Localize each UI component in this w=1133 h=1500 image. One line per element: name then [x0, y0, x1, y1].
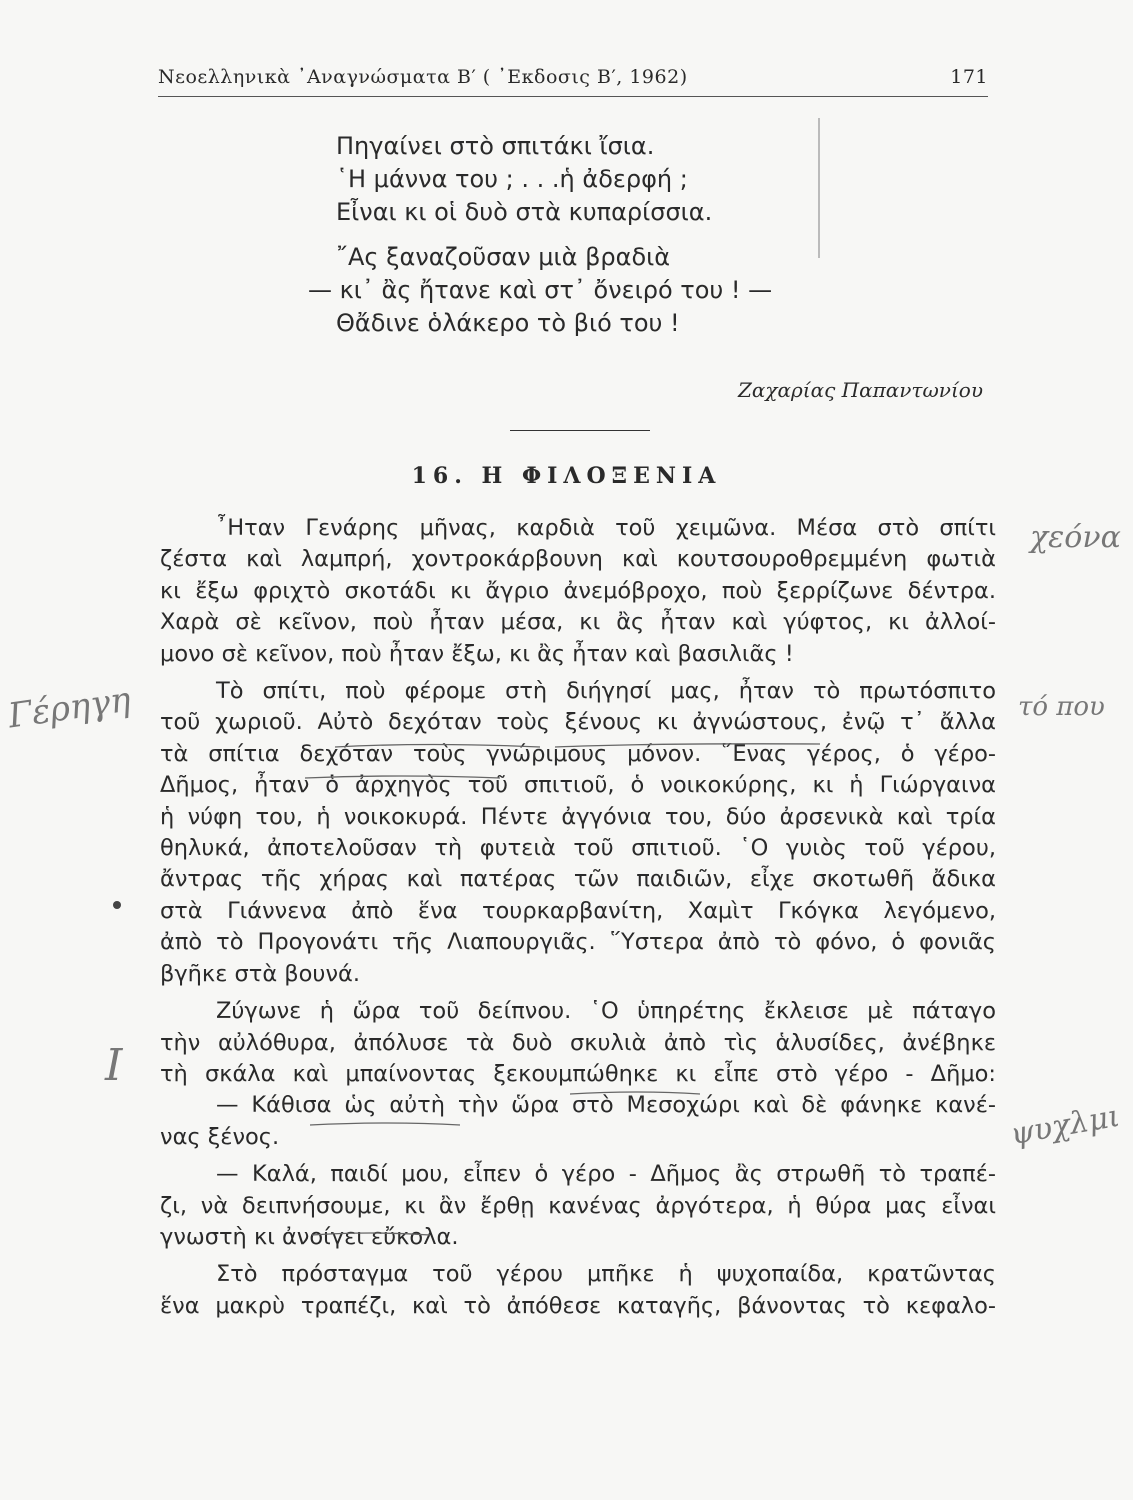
text-line: ἡ νύφη του, ἡ νοικοκυρά. Πέντε ἀγγόνια του, δύο ἀρσενικὰ καὶ τρία	[160, 803, 996, 830]
handwritten-note-right: χεόνα	[1030, 520, 1121, 555]
text-line: ῏Ηταν Γενάρης μῆνας, καρδιὰ τοῦ χειμῶνα. Μέσα στὸ σπίτι	[216, 515, 996, 541]
text-line: βγῆκε στὰ βουνά.	[160, 960, 360, 987]
poem-line: Θἄδινε ὁλάκερο τὸ βιό του !	[336, 309, 680, 337]
underline-mark	[312, 1233, 430, 1235]
text-line: κι ἔξω φριχτὸ σκοτάδι κι ἄγριο ἀνεμόβροχο, ποὺ ξερρίζωνε δέντρα.	[160, 577, 996, 604]
underline-mark	[310, 1123, 460, 1125]
text-line: ἀπὸ τὸ Προγονάτι τῆς Λιαπουργιᾶς. ῞Υστερα ἀπὸ τὸ φόνο, ὁ φονιᾶς	[160, 929, 996, 956]
text-line: Τὸ σπίτι, ποὺ φέρομε στὴ διήγησί μας, ἦταν τὸ πρωτόσπιτο	[216, 678, 996, 705]
text-line: ζι, νὰ δειπνήσουμε, κι ἂν ἔρθῃ κανένας ἀργότερα, ἡ θύρα μας εἶναι	[160, 1192, 996, 1219]
text-line: — Καλά, παιδί μου, εἶπεν ὁ γέρο - Δῆμος ἂς στρωθῆ τὸ τραπέ-	[216, 1161, 996, 1188]
text-line: γνωστὴ κι ἀνοίγει εὔκολα.	[160, 1223, 459, 1250]
text-line: ζέστα καὶ λαμπρή, χοντροκάρβουνη καὶ κουτσουροθρεμμένη φωτιὰ	[160, 546, 996, 573]
text-line: Στὸ πρόσταγμα τοῦ γέρου μπῆκε ἡ ψυχοπαίδα, κρατῶντας	[216, 1261, 996, 1288]
running-title: Νεοελληνικὰ ᾿Αναγνώσματα Β′ ( ᾿Εκδοσις Β′, 1962)	[158, 66, 688, 88]
text-line: Χαρὰ σὲ κεῖνον, ποὺ ἦταν μέσα, κι ἂς ἦταν καὶ γύφτος, κι ἀλλοί-	[160, 609, 996, 636]
handwritten-note-right: ψυχλμι	[1007, 1098, 1123, 1153]
text-line: ἕνα μακρὺ τραπέζι, καὶ τὸ ἀπόθεσε καταγῆς, βάνοντας τὸ κεφαλο-	[160, 1292, 996, 1319]
text-line: Ζύγωνε ἡ ὥρα τοῦ δείπνου. ῾Ο ὑπηρέτης ἔκλεισε μὲ πάταγο	[216, 998, 996, 1025]
underline-mark	[570, 1092, 700, 1094]
poem-line: ῎Ας ξαναζοῦσαν μιὰ βραδιὰ	[336, 243, 671, 271]
handwritten-note-left: Γέρηγη	[5, 679, 134, 737]
poem-line: Πηγαίνει στὸ σπιτάκι ἴσια.	[336, 132, 655, 160]
text-line: — Κάθισα ὡς αὐτὴ τὴν ὥρα στὸ Μεσοχώρι καὶ δὲ φάνηκε κανέ-	[216, 1092, 996, 1119]
underline-mark	[555, 744, 820, 747]
text-line: τοῦ χωριοῦ. Αὐτὸ δεχόταν τοὺς ξένους κι ἀγνώστους, ἐνῷ τ᾿ ἄλλα	[160, 709, 996, 736]
text-line: νας ξένος.	[160, 1123, 280, 1150]
poem-line: Εἶναι κι οἱ δυὸ στὰ κυπαρίσσια.	[336, 198, 713, 226]
text-line: θηλυκά, ἀποτελοῦσαν τὴ φυτειὰ τοῦ σπιτιοῦ. ῾Ο γυιὸς τοῦ γέρου,	[160, 835, 996, 862]
text-line: ἄντρας τῆς χήρας καὶ πατέρας τῶν παιδιῶν, εἶχε σκοτωθῆ ἄδικα	[160, 866, 996, 893]
text-line: τὴν αὐλόθυρα, ἀπόλυσε τὰ δυὸ σκυλιὰ ἀπὸ τὶς ἁλυσίδες, ἀνέβηκε	[160, 1029, 996, 1056]
section-title: 16. Η ΦΙΛΟΞΕΝΙΑ	[411, 463, 722, 489]
poem-line: ῾Η μάννα του ; . . .ἡ ἀδερφή ;	[336, 165, 688, 193]
text-line: τὰ σπίτια δεχόταν τοὺς γνώριμους μόνον. ῞Ενας γέρος, ὁ γέρο-	[160, 740, 996, 767]
handwritten-note-left: I	[105, 1040, 123, 1091]
poem-line: — κι᾿ ἂς ἤτανε καὶ στ᾿ ὄνειρό του ! —	[308, 276, 773, 304]
text-line: τὴ σκάλα καὶ μπαίνοντας ξεκουμπώθηκε κι εἶπε στὸ γέρο - Δῆμο:	[160, 1060, 996, 1087]
poem-author: Ζαχαρίας Παπαντωνίου	[737, 378, 983, 402]
text-line: μονο σὲ κεῖνον, ποὺ ἦταν ἔξω, κι ἂς ἦταν καὶ βασιλιᾶς !	[160, 640, 794, 667]
page-number: 171	[950, 66, 988, 88]
handwritten-note-right: τό που	[1018, 692, 1105, 722]
underline-mark	[335, 745, 540, 748]
underline-mark	[305, 776, 500, 778]
text-line: Δῆμος, ἦταν ὁ ἀρχηγὸς τοῦ σπιτιοῦ, ὁ νοικοκύρης, κι ἡ Γιώργαινα	[160, 772, 996, 799]
text-line: στὰ Γιάννενα ἀπὸ ἕνα τουρκαρβανίτη, Χαμὶτ Γκόγκα λεγόμενο,	[160, 897, 996, 924]
